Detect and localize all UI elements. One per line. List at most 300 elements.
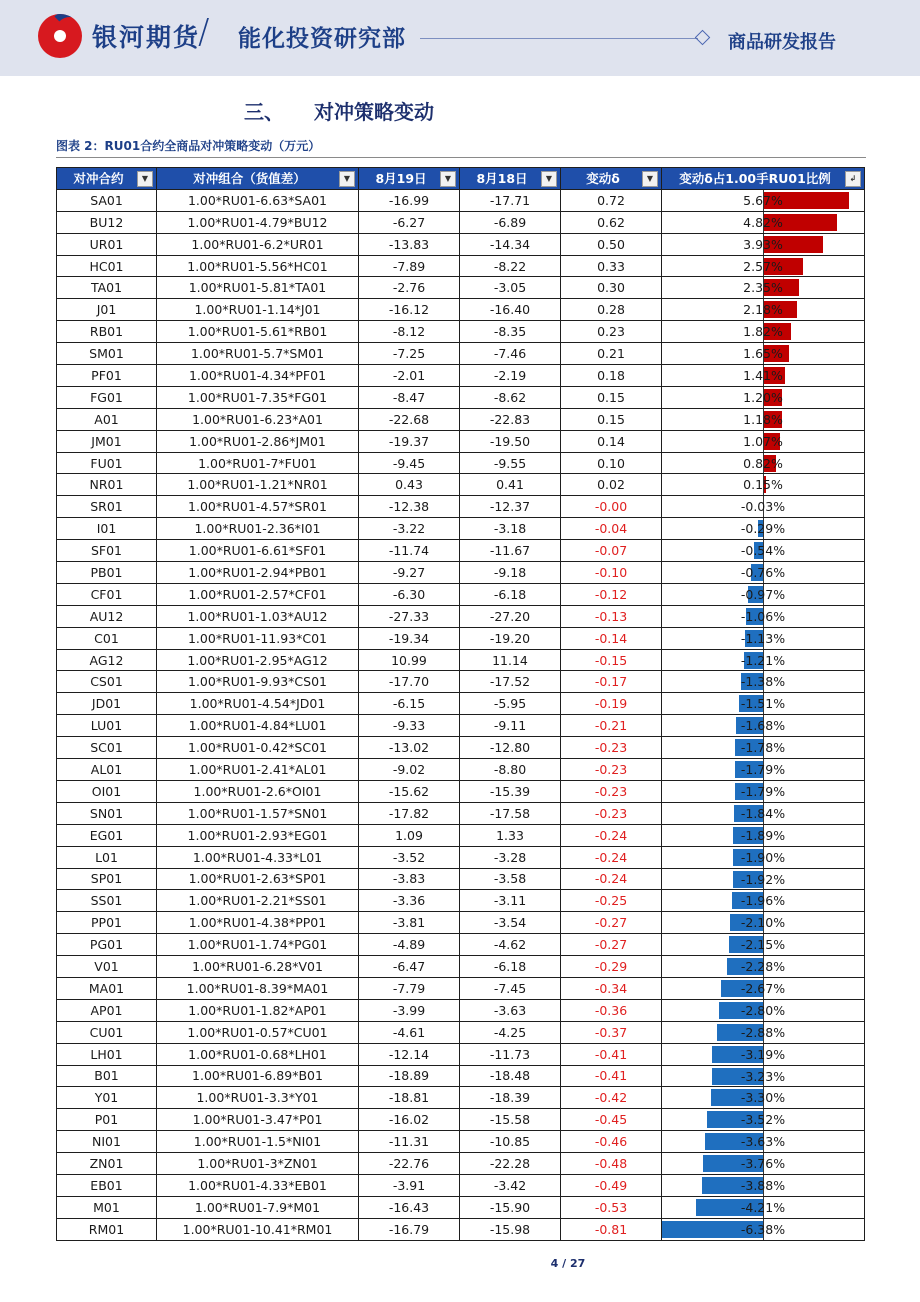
aug19-cell: 10.99 xyxy=(359,649,460,671)
aug18-cell: -12.37 xyxy=(460,496,561,518)
combo-cell: 1.00*RU01-1.03*AU12 xyxy=(157,605,359,627)
table-row xyxy=(57,277,865,299)
table-row xyxy=(57,365,865,387)
ratio-label: -3.52% xyxy=(740,1112,786,1128)
aug18-cell: -6.18 xyxy=(460,583,561,605)
aug18-cell: -19.50 xyxy=(460,430,561,452)
aug18-cell: -3.11 xyxy=(460,890,561,912)
delta-cell: -0.23 xyxy=(561,759,662,781)
aug18-cell: -4.25 xyxy=(460,1021,561,1043)
aug19-cell: -2.01 xyxy=(359,365,460,387)
table-row xyxy=(57,977,865,999)
aug18-cell: 0.41 xyxy=(460,474,561,496)
aug19-cell: -3.22 xyxy=(359,518,460,540)
ratio-cell xyxy=(662,671,865,693)
combo-cell: 1.00*RU01-3.3*Y01 xyxy=(157,1087,359,1109)
combo-cell: 1.00*RU01-1.82*AP01 xyxy=(157,999,359,1021)
ratio-cell xyxy=(662,715,865,737)
col-combo-header xyxy=(157,168,359,190)
contract-cell: MA01 xyxy=(57,977,157,999)
aug19-cell: -8.12 xyxy=(359,321,460,343)
figure-title: 图表 2：RU01合约全商品对冲策略变动（万元） xyxy=(56,139,321,153)
ratio-label: -2.28% xyxy=(740,959,786,975)
contract-cell: C01 xyxy=(57,627,157,649)
table-row xyxy=(57,255,865,277)
section-heading xyxy=(244,96,434,125)
aug19-cell: -22.68 xyxy=(359,408,460,430)
ratio-label: -4.21% xyxy=(740,1199,786,1215)
delta-cell: 0.28 xyxy=(561,299,662,321)
contract-cell: LH01 xyxy=(57,1043,157,1065)
column-label: 变动δ占1.00手RU01比例 xyxy=(679,171,831,187)
report-type: 商品研发报告 xyxy=(728,32,836,53)
ratio-label: -3.76% xyxy=(740,1156,786,1172)
aug19-cell: -6.27 xyxy=(359,211,460,233)
ratio-cell xyxy=(662,474,865,496)
contract-cell: SR01 xyxy=(57,496,157,518)
col-aug18-header xyxy=(460,168,561,190)
aug19-cell: -3.99 xyxy=(359,999,460,1021)
delta-cell: -0.24 xyxy=(561,846,662,868)
combo-cell: 1.00*RU01-1.5*NI01 xyxy=(157,1131,359,1153)
contract-cell: RB01 xyxy=(57,321,157,343)
aug18-cell: -15.58 xyxy=(460,1109,561,1131)
aug19-cell: -18.89 xyxy=(359,1065,460,1087)
table-row xyxy=(57,715,865,737)
combo-cell: 1.00*RU01-2.95*AG12 xyxy=(157,649,359,671)
aug18-cell: -5.95 xyxy=(460,693,561,715)
contract-cell: SF01 xyxy=(57,540,157,562)
delta-cell: -0.81 xyxy=(561,1218,662,1240)
table-row xyxy=(57,780,865,802)
report-header xyxy=(0,0,920,76)
ratio-label: -3.19% xyxy=(740,1046,786,1062)
aug18-cell: -9.55 xyxy=(460,452,561,474)
delta-cell: 0.02 xyxy=(561,474,662,496)
contract-cell: J01 xyxy=(57,299,157,321)
ratio-label: 4.82% xyxy=(743,214,783,230)
combo-cell: 1.00*RU01-4.57*SR01 xyxy=(157,496,359,518)
aug18-cell: -17.52 xyxy=(460,671,561,693)
ratio-cell xyxy=(662,518,865,540)
contract-cell: UR01 xyxy=(57,233,157,255)
aug18-cell: -7.46 xyxy=(460,343,561,365)
delta-cell: -0.42 xyxy=(561,1087,662,1109)
filter-dropdown-icon[interactable]: ▼ xyxy=(642,171,658,187)
delta-cell: -0.23 xyxy=(561,802,662,824)
ratio-label: -0.97% xyxy=(740,586,786,602)
contract-cell: Y01 xyxy=(57,1087,157,1109)
ratio-cell xyxy=(662,956,865,978)
ratio-cell xyxy=(662,386,865,408)
ratio-label: 1.82% xyxy=(743,324,783,340)
contract-cell: SN01 xyxy=(57,802,157,824)
combo-cell: 1.00*RU01-3.47*P01 xyxy=(157,1109,359,1131)
aug18-cell: -3.18 xyxy=(460,518,561,540)
ratio-cell xyxy=(662,977,865,999)
ratio-label: -6.38% xyxy=(740,1221,786,1237)
aug18-cell: -10.85 xyxy=(460,1131,561,1153)
table-row xyxy=(57,605,865,627)
contract-cell: P01 xyxy=(57,1109,157,1131)
aug19-cell: -16.79 xyxy=(359,1218,460,1240)
ratio-cell xyxy=(662,802,865,824)
table-row xyxy=(57,956,865,978)
aug19-cell: -22.76 xyxy=(359,1153,460,1175)
aug19-cell: 0.43 xyxy=(359,474,460,496)
table-row xyxy=(57,999,865,1021)
aug18-cell: -17.71 xyxy=(460,189,561,211)
aug19-cell: -7.25 xyxy=(359,343,460,365)
aug18-cell: -22.83 xyxy=(460,408,561,430)
contract-cell: L01 xyxy=(57,846,157,868)
ratio-label: -2.15% xyxy=(740,937,786,953)
ratio-cell xyxy=(662,824,865,846)
col-aug19-header xyxy=(359,168,460,190)
table-row xyxy=(57,1153,865,1175)
delta-cell: -0.00 xyxy=(561,496,662,518)
combo-cell: 1.00*RU01-5.56*HC01 xyxy=(157,255,359,277)
table-row xyxy=(57,649,865,671)
ratio-label: -0.54% xyxy=(740,543,786,559)
contract-cell: RM01 xyxy=(57,1218,157,1240)
contract-cell: AL01 xyxy=(57,759,157,781)
ratio-label: -0.29% xyxy=(740,521,786,537)
ratio-label: -2.80% xyxy=(740,1002,786,1018)
delta-cell: -0.21 xyxy=(561,715,662,737)
delta-cell: 0.21 xyxy=(561,343,662,365)
ratio-label: 0.15% xyxy=(743,477,783,493)
aug18-cell: -14.34 xyxy=(460,233,561,255)
contract-cell: EB01 xyxy=(57,1174,157,1196)
contract-cell: EG01 xyxy=(57,824,157,846)
combo-cell: 1.00*RU01-8.39*MA01 xyxy=(157,977,359,999)
combo-cell: 1.00*RU01-9.93*CS01 xyxy=(157,671,359,693)
delta-cell: -0.36 xyxy=(561,999,662,1021)
table-row xyxy=(57,430,865,452)
table-row xyxy=(57,1196,865,1218)
aug18-cell: -3.58 xyxy=(460,868,561,890)
ratio-label: -1.06% xyxy=(740,608,786,624)
aug19-cell: -7.79 xyxy=(359,977,460,999)
aug18-cell: -9.11 xyxy=(460,715,561,737)
delta-cell: -0.41 xyxy=(561,1043,662,1065)
ratio-cell xyxy=(662,846,865,868)
ratio-cell xyxy=(662,890,865,912)
delta-cell: -0.14 xyxy=(561,627,662,649)
contract-cell: PF01 xyxy=(57,365,157,387)
aug19-cell: -9.27 xyxy=(359,562,460,584)
table-row xyxy=(57,1021,865,1043)
combo-cell: 1.00*RU01-4.54*JD01 xyxy=(157,693,359,715)
ratio-cell xyxy=(662,343,865,365)
table-row xyxy=(57,1218,865,1240)
table-row xyxy=(57,408,865,430)
column-label: 对冲合约 xyxy=(73,171,124,187)
delta-cell: -0.23 xyxy=(561,737,662,759)
aug18-cell: 11.14 xyxy=(460,649,561,671)
combo-cell: 1.00*RU01-5.81*TA01 xyxy=(157,277,359,299)
ratio-label: -1.92% xyxy=(740,871,786,887)
aug19-cell: -17.82 xyxy=(359,802,460,824)
aug18-cell: -27.20 xyxy=(460,605,561,627)
contract-cell: V01 xyxy=(57,956,157,978)
combo-cell: 1.00*RU01-4.79*BU12 xyxy=(157,211,359,233)
contract-cell: B01 xyxy=(57,1065,157,1087)
aug18-cell: -15.90 xyxy=(460,1196,561,1218)
aug19-cell: -13.02 xyxy=(359,737,460,759)
contract-cell: ZN01 xyxy=(57,1153,157,1175)
delta-cell: -0.29 xyxy=(561,956,662,978)
aug18-cell: -15.39 xyxy=(460,780,561,802)
filter-dropdown-icon[interactable]: ▼ xyxy=(440,171,456,187)
delta-cell: 0.33 xyxy=(561,255,662,277)
ratio-label: -2.67% xyxy=(740,980,786,996)
aug18-cell: -3.42 xyxy=(460,1174,561,1196)
combo-cell: 1.00*RU01-7*FU01 xyxy=(157,452,359,474)
combo-cell: 1.00*RU01-6.28*V01 xyxy=(157,956,359,978)
ratio-cell xyxy=(662,1087,865,1109)
aug18-cell: -22.28 xyxy=(460,1153,561,1175)
ratio-cell xyxy=(662,737,865,759)
table-row xyxy=(57,671,865,693)
table-row xyxy=(57,1065,865,1087)
contract-cell: JD01 xyxy=(57,693,157,715)
delta-cell: -0.27 xyxy=(561,934,662,956)
table-row xyxy=(57,496,865,518)
delta-cell: 0.15 xyxy=(561,408,662,430)
ratio-label: 2.57% xyxy=(743,258,783,274)
ratio-cell xyxy=(662,649,865,671)
delta-cell: -0.41 xyxy=(561,1065,662,1087)
ratio-cell xyxy=(662,1109,865,1131)
contract-cell: NI01 xyxy=(57,1131,157,1153)
ratio-cell xyxy=(662,999,865,1021)
column-label: 8月18日 xyxy=(476,171,528,187)
ratio-cell xyxy=(662,299,865,321)
table-row xyxy=(57,824,865,846)
aug19-cell: -6.15 xyxy=(359,693,460,715)
ratio-cell xyxy=(662,912,865,934)
delta-cell: -0.48 xyxy=(561,1153,662,1175)
ratio-label: -2.88% xyxy=(740,1024,786,1040)
filter-dropdown-icon[interactable]: ▼ xyxy=(137,171,153,187)
ratio-label: -3.23% xyxy=(740,1068,786,1084)
aug19-cell: -17.70 xyxy=(359,671,460,693)
aug19-cell: -9.45 xyxy=(359,452,460,474)
page-number: 4 / 27 xyxy=(550,1257,586,1270)
ratio-label: -1.68% xyxy=(740,718,786,734)
delta-cell: -0.24 xyxy=(561,868,662,890)
delta-cell: 0.15 xyxy=(561,386,662,408)
delta-cell: -0.04 xyxy=(561,518,662,540)
combo-cell: 1.00*RU01-1.74*PG01 xyxy=(157,934,359,956)
contract-cell: AP01 xyxy=(57,999,157,1021)
column-label: 8月19日 xyxy=(375,171,427,187)
contract-cell: PG01 xyxy=(57,934,157,956)
combo-cell: 1.00*RU01-0.68*LH01 xyxy=(157,1043,359,1065)
aug18-cell: -3.63 xyxy=(460,999,561,1021)
filter-dropdown-icon[interactable]: ▼ xyxy=(339,171,355,187)
delta-cell: 0.30 xyxy=(561,277,662,299)
ratio-label: -1.96% xyxy=(740,893,786,909)
table-row xyxy=(57,583,865,605)
contract-cell: SM01 xyxy=(57,343,157,365)
combo-cell: 1.00*RU01-6.89*B01 xyxy=(157,1065,359,1087)
ratio-cell xyxy=(662,540,865,562)
aug19-cell: -4.89 xyxy=(359,934,460,956)
contract-cell: I01 xyxy=(57,518,157,540)
aug18-cell: -8.35 xyxy=(460,321,561,343)
ratio-label: 3.93% xyxy=(743,236,783,252)
aug18-cell: -16.40 xyxy=(460,299,561,321)
combo-cell: 1.00*RU01-6.61*SF01 xyxy=(157,540,359,562)
aug19-cell: -16.99 xyxy=(359,189,460,211)
table-row xyxy=(57,802,865,824)
ratio-label: 1.07% xyxy=(743,433,783,449)
aug18-cell: -4.62 xyxy=(460,934,561,956)
contract-cell: JM01 xyxy=(57,430,157,452)
col-ratio-header xyxy=(662,168,865,190)
combo-cell: 1.00*RU01-4.84*LU01 xyxy=(157,715,359,737)
contract-cell: SS01 xyxy=(57,890,157,912)
contract-cell: LU01 xyxy=(57,715,157,737)
ratio-cell xyxy=(662,1021,865,1043)
contract-cell: CS01 xyxy=(57,671,157,693)
aug19-cell: -16.12 xyxy=(359,299,460,321)
aug19-cell: -3.81 xyxy=(359,912,460,934)
diamond-icon xyxy=(695,30,711,46)
ratio-cell xyxy=(662,1153,865,1175)
table-row xyxy=(57,868,865,890)
aug19-cell: -6.30 xyxy=(359,583,460,605)
table-row xyxy=(57,846,865,868)
contract-cell: M01 xyxy=(57,1196,157,1218)
delta-cell: 0.14 xyxy=(561,430,662,452)
ratio-label: -1.79% xyxy=(740,783,786,799)
ratio-cell xyxy=(662,496,865,518)
ratio-cell xyxy=(662,277,865,299)
aug19-cell: -12.38 xyxy=(359,496,460,518)
hedge-strategy-table xyxy=(56,167,865,1241)
delta-cell: -0.10 xyxy=(561,562,662,584)
ratio-cell xyxy=(662,1196,865,1218)
contract-cell: FU01 xyxy=(57,452,157,474)
aug19-cell: -9.02 xyxy=(359,759,460,781)
aug19-cell: -11.31 xyxy=(359,1131,460,1153)
ratio-label: 0.82% xyxy=(743,455,783,471)
contract-cell: CF01 xyxy=(57,583,157,605)
section-title: 对冲策略变动 xyxy=(314,100,434,124)
department-name: 能化投资研究部 xyxy=(238,26,406,52)
combo-cell: 1.00*RU01-4.34*PF01 xyxy=(157,365,359,387)
ratio-cell xyxy=(662,868,865,890)
combo-cell: 1.00*RU01-2.86*JM01 xyxy=(157,430,359,452)
header-separator: / xyxy=(198,12,210,52)
table-row xyxy=(57,211,865,233)
table-row xyxy=(57,233,865,255)
ratio-cell xyxy=(662,408,865,430)
aug19-cell: -3.83 xyxy=(359,868,460,890)
contract-cell: CU01 xyxy=(57,1021,157,1043)
ratio-label: -2.10% xyxy=(740,915,786,931)
table-row xyxy=(57,386,865,408)
delta-cell: -0.15 xyxy=(561,649,662,671)
table-row xyxy=(57,737,865,759)
aug19-cell: -27.33 xyxy=(359,605,460,627)
delta-cell: -0.12 xyxy=(561,583,662,605)
table-row xyxy=(57,1087,865,1109)
aug18-cell: -19.20 xyxy=(460,627,561,649)
ratio-label: -1.84% xyxy=(740,805,786,821)
combo-cell: 1.00*RU01-4.33*L01 xyxy=(157,846,359,868)
table-row xyxy=(57,452,865,474)
table-row xyxy=(57,890,865,912)
aug18-cell: -9.18 xyxy=(460,562,561,584)
contract-cell: PP01 xyxy=(57,912,157,934)
col-contract-header xyxy=(57,168,157,190)
aug18-cell: -7.45 xyxy=(460,977,561,999)
table-row xyxy=(57,1174,865,1196)
aug19-cell: -16.43 xyxy=(359,1196,460,1218)
delta-cell: 0.18 xyxy=(561,365,662,387)
aug19-cell: -18.81 xyxy=(359,1087,460,1109)
contract-cell: PB01 xyxy=(57,562,157,584)
aug18-cell: -6.18 xyxy=(460,956,561,978)
ratio-label: -1.51% xyxy=(740,696,786,712)
aug19-cell: -13.83 xyxy=(359,233,460,255)
combo-cell: 1.00*RU01-11.93*C01 xyxy=(157,627,359,649)
combo-cell: 1.00*RU01-0.57*CU01 xyxy=(157,1021,359,1043)
combo-cell: 1.00*RU01-6.23*A01 xyxy=(157,408,359,430)
filter-dropdown-icon[interactable]: ▼ xyxy=(541,171,557,187)
ratio-label: 2.35% xyxy=(743,280,783,296)
ratio-label: 2.18% xyxy=(743,302,783,318)
aug19-cell: -3.36 xyxy=(359,890,460,912)
contract-cell: OI01 xyxy=(57,780,157,802)
ratio-cell xyxy=(662,430,865,452)
aug18-cell: -3.05 xyxy=(460,277,561,299)
ratio-cell xyxy=(662,189,865,211)
delta-cell: -0.45 xyxy=(561,1109,662,1131)
delta-cell: -0.19 xyxy=(561,693,662,715)
contract-cell: A01 xyxy=(57,408,157,430)
brand-name: 银河期货 xyxy=(92,23,201,52)
ratio-label: -1.78% xyxy=(740,740,786,756)
sort-filter-icon[interactable]: ↲ xyxy=(845,171,861,187)
combo-cell: 1.00*RU01-4.38*PP01 xyxy=(157,912,359,934)
delta-cell: -0.27 xyxy=(561,912,662,934)
ratio-cell xyxy=(662,452,865,474)
aug18-cell: -11.73 xyxy=(460,1043,561,1065)
table-row xyxy=(57,474,865,496)
contract-cell: HC01 xyxy=(57,255,157,277)
delta-cell: 0.62 xyxy=(561,211,662,233)
combo-cell: 1.00*RU01-10.41*RM01 xyxy=(157,1218,359,1240)
table-row xyxy=(57,518,865,540)
table-row xyxy=(57,189,865,211)
ratio-label: -1.79% xyxy=(740,762,786,778)
combo-cell: 1.00*RU01-7.9*M01 xyxy=(157,1196,359,1218)
aug18-cell: -3.28 xyxy=(460,846,561,868)
ratio-label: -1.89% xyxy=(740,827,786,843)
ratio-label: 1.18% xyxy=(743,411,783,427)
combo-cell: 1.00*RU01-2.21*SS01 xyxy=(157,890,359,912)
combo-cell: 1.00*RU01-6.63*SA01 xyxy=(157,189,359,211)
contract-cell: AU12 xyxy=(57,605,157,627)
ratio-label: -1.38% xyxy=(740,674,786,690)
header-rule xyxy=(420,38,698,39)
